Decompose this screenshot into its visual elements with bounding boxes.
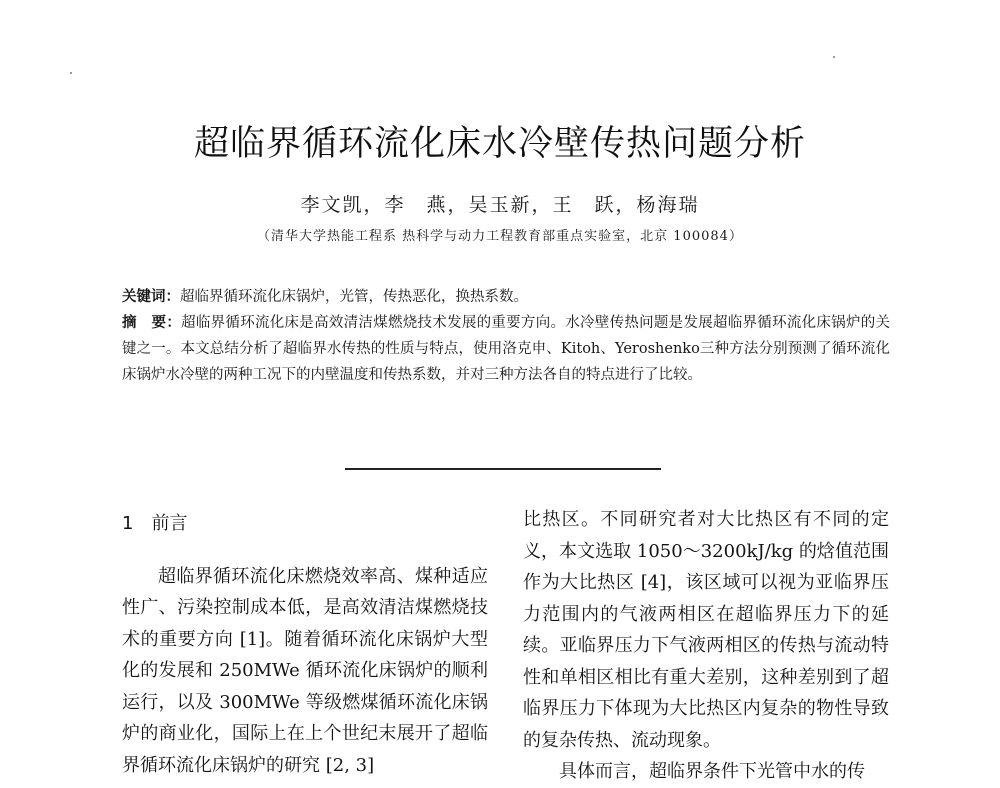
abstract-label: 摘 要： bbox=[122, 315, 182, 331]
introduction-paragraph: 超临界循环流化床燃烧效率高、煤种适应性广、污染控制成本低，是高效清洁煤燃烧技术的重要方向 [1]。随着循环流化床锅炉大型化的发展和 250MWe 循环流化床锅炉的顺利运行，以及 300MWe 等级燃煤循环流化床锅炉的商业化，国际上在上个世纪末展开了超临界循环流化床锅炉的研究 [2, 3] bbox=[122, 565, 488, 776]
section-heading-introduction: 1 前言 bbox=[122, 513, 188, 534]
keywords-line bbox=[122, 284, 890, 310]
abstract-block bbox=[122, 284, 890, 388]
keywords-label: 关键词： bbox=[122, 289, 180, 305]
scan-speck bbox=[833, 56, 835, 58]
author-list: 李文凯，李 燕，吴玉新，王 跃，杨海瑞 bbox=[300, 194, 700, 216]
affiliation: （清华大学热能工程系 热科学与动力工程教育部重点实验室，北京 100084） bbox=[257, 229, 743, 244]
right-column bbox=[523, 504, 889, 788]
abstract-paragraph bbox=[122, 310, 890, 388]
paper-title: 超临界循环流化床水冷壁传热问题分析 bbox=[193, 124, 806, 164]
keywords-text: 超临界循环流化床锅炉，光管，传热恶化，换热系数。 bbox=[180, 289, 528, 305]
body-paragraph: 具体而言，超临界条件下光管中水的传 bbox=[559, 761, 865, 782]
section-divider bbox=[345, 468, 661, 470]
left-column bbox=[122, 508, 488, 781]
scan-speck bbox=[70, 72, 72, 74]
abstract-text: 超临界循环流化床是高效清洁煤燃烧技术发展的重要方向。水冷壁传热问题是发展超临界循环流化床锅炉的关键之一。本文总结分析了超临界水传热的性质与特点，使用洛克申、Kitoh、Yeroshenko三种方法分别预测了循环流化床锅炉水冷壁的两种工况下的内壁温度和传热系数，并对三种方法各自的特点进行了比较。 bbox=[122, 315, 891, 383]
body-paragraph-continued: 比热区。不同研究者对大比热区有不同的定义，本文选取 1050～3200kJ/kg 的焓值范围作为大比热区 [4]，该区域可以视为亚临界压力范围内的气液两相区在超临界压力下的延续。亚临界压力下气液两相区的传热与流动特性和单相区相比有重大差别，这种差别到了超临界压力下体现为大比热区内复杂的物性导致的复杂传热、流动现象。 bbox=[523, 509, 889, 751]
